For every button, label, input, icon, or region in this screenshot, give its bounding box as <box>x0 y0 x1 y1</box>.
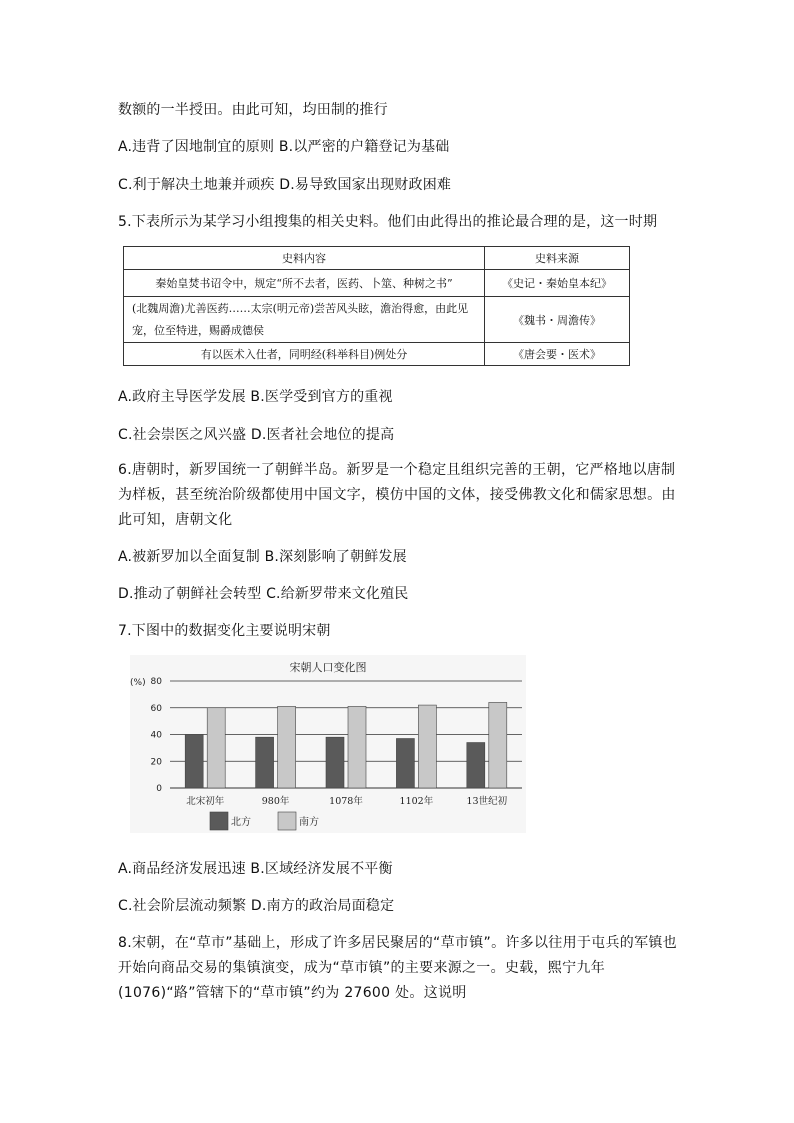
population-chart <box>130 655 526 833</box>
legend-swatch <box>278 812 296 830</box>
q5-options-ab: A.政府主导医学发展 B.医学受到官方的重视 <box>118 389 393 405</box>
x-tick-label: 13世纪初 <box>466 796 508 807</box>
bar-south <box>207 708 225 788</box>
table-header-row <box>124 247 630 270</box>
legend-label: 南方 <box>299 817 319 828</box>
bar-north <box>185 735 203 789</box>
chart-title: 宋朝人口变化图 <box>289 661 367 674</box>
q4-options-cd: C.利于解决土地兼并顽疾 D.易导致国家出现财政困难 <box>118 177 452 193</box>
bar-north <box>396 739 414 788</box>
question-8: 8.宋朝，在“草市”基础上，形成了许多居民聚居的“草市镇”。许多以往用于屯兵的军镇也开始向商品交易的集镇演变，成为“草市镇”的主要来源之一。史载，熙宁九年(1076)“路”管辖下的“草市镇”约为 27600 处。这说明 <box>118 935 677 1001</box>
table-cell-source: 《史记・秦始皇本纪》 <box>485 270 630 297</box>
table-cell-source: 《魏书・周澹传》 <box>485 297 630 343</box>
bar-south <box>489 702 507 788</box>
bar-north <box>467 743 485 788</box>
table-row <box>124 297 630 343</box>
y-axis-label: (%) <box>130 678 146 688</box>
q7-options-ab: A.商品经济发展迅速 B.区域经济发展不平衡 <box>118 861 393 877</box>
population-chart-svg <box>130 655 526 833</box>
q6-options-ab: A.被新罗加以全面复制 B.深刻影响了朝鲜发展 <box>118 549 407 565</box>
y-tick-label: 40 <box>150 730 162 741</box>
bar-south <box>418 705 436 788</box>
x-tick-label: 北宋初年 <box>186 796 225 807</box>
y-tick-label: 60 <box>150 703 162 714</box>
x-tick-label: 980年 <box>261 796 290 807</box>
y-tick-label: 0 <box>156 784 162 794</box>
x-tick-label: 1102年 <box>399 796 434 807</box>
table-cell-content: 有以医术入仕者，同明经(科举科目)例处分 <box>124 343 485 366</box>
source-table <box>123 246 630 366</box>
bar-north <box>256 737 274 788</box>
q5-options-cd: C.社会崇医之风兴盛 D.医者社会地位的提高 <box>118 427 395 443</box>
q6-options-dc: D.推动了朝鲜社会转型 C.给新罗带来文化殖民 <box>118 586 409 602</box>
legend-swatch <box>210 812 228 830</box>
q4-options-ab: A.违背了因地制宜的原则 B.以严密的户籍登记为基础 <box>118 139 450 155</box>
y-tick-label: 20 <box>150 757 162 768</box>
bar-south <box>278 706 296 788</box>
question-5: 5.下表所示为某学习小组搜集的相关史料。他们由此得出的推论最合理的是，这一时期 <box>118 214 658 230</box>
bar-south <box>348 706 366 788</box>
q7-options-cd: C.社会阶层流动频繁 D.南方的政治局面稳定 <box>118 898 395 914</box>
text-line-1: 数额的一半授田。由此可知，均田制的推行 <box>118 102 388 118</box>
table-header-content: 史料内容 <box>124 247 485 270</box>
bar-north <box>326 737 344 788</box>
table-header-source: 史料来源 <box>485 247 630 270</box>
table-row <box>124 270 630 297</box>
table-cell-content: 秦始皇焚书诏令中，规定“所不去者，医药、卜筮、种树之书” <box>124 270 485 297</box>
table-row <box>124 343 630 366</box>
question-7: 7.下图中的数据变化主要说明宋朝 <box>118 623 331 639</box>
question-6: 6.唐朝时，新罗国统一了朝鲜半岛。新罗是一个稳定且组织完善的王朝，它严格地以唐制为样板，甚至统治阶级都使用中国文字，模仿中国的文体，接受佛教文化和儒家思想。由此可知，唐朝文化 <box>118 462 676 528</box>
table-cell-source: 《唐会要・医术》 <box>485 343 630 366</box>
table-cell-content: (北魏周澹)尤善医药……太宗(明元帝)尝苦风头眩，澹治得愈，由此见宠，位至特进，赐爵成德侯 <box>124 297 485 343</box>
legend-label: 北方 <box>231 817 251 828</box>
y-tick-label: 80 <box>150 677 162 687</box>
x-tick-label: 1078年 <box>329 796 363 807</box>
